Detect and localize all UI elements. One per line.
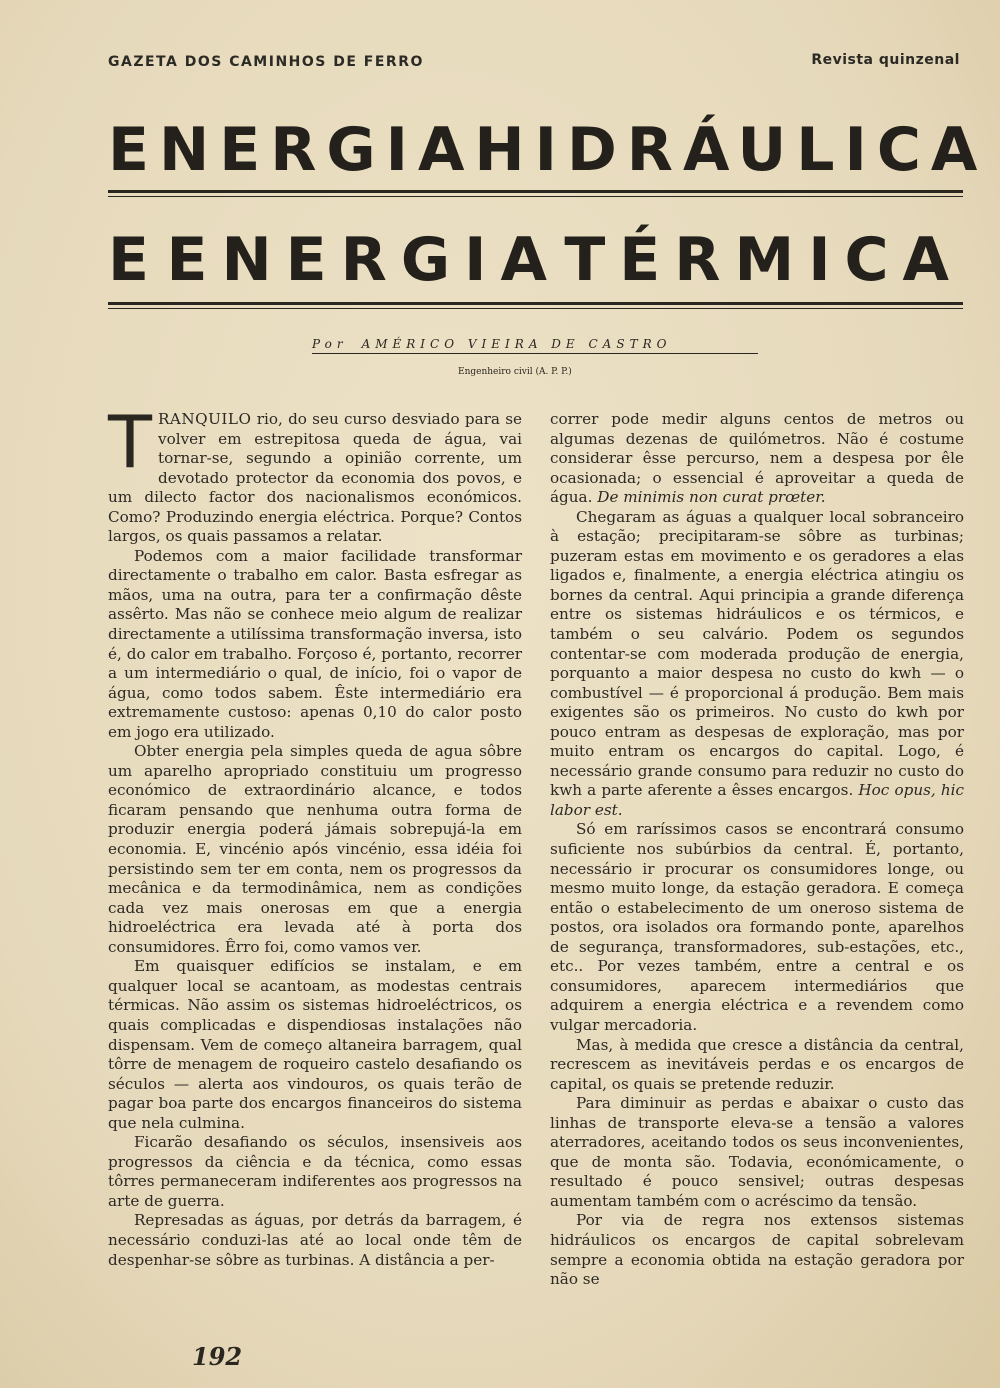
paragraph: Obter energia pela simples queda de agua sôbre um aparelho apropriado constituiu um progresso económico de extraordinário alcance, e todos ficaram pensando que nenhuma outra forma de produzir energia poderá jámais sobrepujá-la em economia. E, vincénio após vincénio, essa idéia foi persistindo sem ter em conta, nem os progressos da mecânica e da termodinâmica, nem as condições cada vez mais onerosas em que a energia hidroeléctrica era levada até à porta dos consumidores. Êrro foi, como vamos ver. xyxy=(108,742,522,956)
paragraph-text: rio, do seu curso desviado para se volver em estrepitosa queda de água, vai tornar-se, segundo a opinião corrente, um devotado protector da economia dos povos, e um dilecto factor dos nacionalismos económicos. Como? Produzindo energia eléctrica. Porque? Contos largos, os quais passamos a relatar. xyxy=(108,410,522,546)
paragraph: Só em raríssimos casos se encontrará consumo suficiente nos subúrbios da central. É, portanto, necessário ir procurar os consumidores longe, ou mesmo muito longe, da estação geradora. E começa então o estabelecimento de um oneroso sistema de postos, ora isolados ora formando ponte, aparelhos de segurança, transformadores, sub-estações, etc., etc.. Por vezes também, entre a central e os consumidores, aparecem intermediários que adquirem a energia eléctrica e a revendem como vulgar mercadoria. xyxy=(550,820,964,1034)
article-title-line-2 xyxy=(108,225,963,295)
title-word: ENERGIA xyxy=(108,115,475,185)
title-word: TÉRMICA xyxy=(564,225,963,295)
title-rule xyxy=(108,302,963,309)
byline xyxy=(312,337,758,354)
paragraph: Mas, à medida que cresce a distância da central, recrescem as inevitáveis perdas e os encargos de capital, os quais se pretende reduzir. xyxy=(550,1035,964,1093)
paragraph: Por via de regra nos extensos sistemas hidráulicos os encargos de capital sobrelevam sempre a economia obtida na estação geradora por não se xyxy=(550,1211,964,1289)
author-credential: Engenheiro civil (A. P. P.) xyxy=(458,367,572,377)
running-head-publication: GAZETA DOS CAMINHOS DE FERRO xyxy=(108,54,424,70)
article-title-line-1 xyxy=(108,115,988,185)
paragraph xyxy=(550,508,964,821)
paragraph xyxy=(550,410,964,508)
page-number: 192 xyxy=(192,1342,243,1371)
paragraph xyxy=(108,400,522,547)
title-word: E xyxy=(108,225,163,295)
latin-phrase: De minimis non curat prœter. xyxy=(597,488,826,507)
column-right xyxy=(550,410,964,1290)
latin-phrase: Hoc opus, hic labor est. xyxy=(550,781,965,819)
paragraph-text: Chegaram as águas a qualquer local sobranceiro à estação; precipitaram-se sôbre as turbinas; puzeram estas em movimento e os geradores a elas ligados e, finalmente, a energia eléctrica atingiu os bornes da central. Aqui principia a grande diferença entre os sistemas hidráulicos e os térmicos, e também o seu calvário. Podem os segundos contentar-se com moderada produção de energia, porquanto a maior despesa no custo do kwh — o combustível — é proporcional á produção. Bem mais exigentes são os primeiros. No custo do kwh por pouco entram as despesas de exploração, mas por muito entram os encargos do capital. Logo, é necessário grande consumo para reduzir no custo do kwh a parte aferente a êsses encargos. xyxy=(550,507,964,800)
paragraph-text: correr pode medir alguns centos de metros ou algumas dezenas de quilómetros. Não é costume considerar êsse percurso, nem a despesa por êle ocasionada; o essencial é aproveitar a queda de água. xyxy=(550,410,964,507)
title-word: ENERGIA xyxy=(166,225,561,295)
title-word: HIDRÁULICA xyxy=(474,115,988,185)
paragraph: Para diminuir as perdas e abaixar o custo das linhas de transporte eleva-se a tensão a valores aterradores, aceitando todos os seus inconvenientes, que de monta são. Todavia, económicamente, o resultado é pouco sensivel; outras despesas aumentam também com o acréscimo da tensão. xyxy=(550,1094,964,1210)
author-name: AMÉRICO VIEIRA DE CASTRO xyxy=(361,337,672,351)
paragraph: Ficarão desafiando os séculos, insensiveis aos progressos da ciência e da técnica, como essas tôrres permaneceram indiferentes aos progressos na arte de guerra. xyxy=(108,1133,522,1210)
lead-word: RANQUILO xyxy=(157,410,252,428)
title-rule xyxy=(108,190,963,197)
byline-prefix: Por xyxy=(312,337,348,351)
running-head-issue-type: Revista quinzenal xyxy=(811,52,960,68)
drop-cap: T xyxy=(108,400,152,484)
paragraph: Podemos com a maior facilidade transformar directamente o trabalho em calor. Basta esfregar as mãos, uma na outra, para ter a confirmação dêste assêrto. Mas não se conhece meio algum de realizar directamente a utilíssima transformação inversa, isto é, do calor em trabalho. Forçoso é, portanto, recorrer a um intermediário o qual, de início, foi o vapor de água, como todos sabem. Êste intermediário era extremamente custoso: apenas 0,10 do calor posto em jogo era utilizado. xyxy=(108,546,522,741)
paragraph: Em quaisquer edifícios se instalam, e em qualquer local se acantoam, as modestas centrais térmicas. Não assim os sistemas hidroeléctricos, os quais complicadas e dispendiosas instalações não dispensam. Vem de começo altaneira barragem, qual tôrre de menagem de roqueiro castelo desafiando os séculos — alerta aos vindouros, os quais terão de pagar boa parte dos encargos financeiros do sistema que nela culmina. xyxy=(108,957,522,1132)
column-left xyxy=(108,400,522,1270)
paragraph: Represadas as águas, por detrás da barragem, é necessário conduzi-las até ao local onde têm de despenhar-se sôbre as turbinas. A distância a per- xyxy=(108,1211,522,1269)
